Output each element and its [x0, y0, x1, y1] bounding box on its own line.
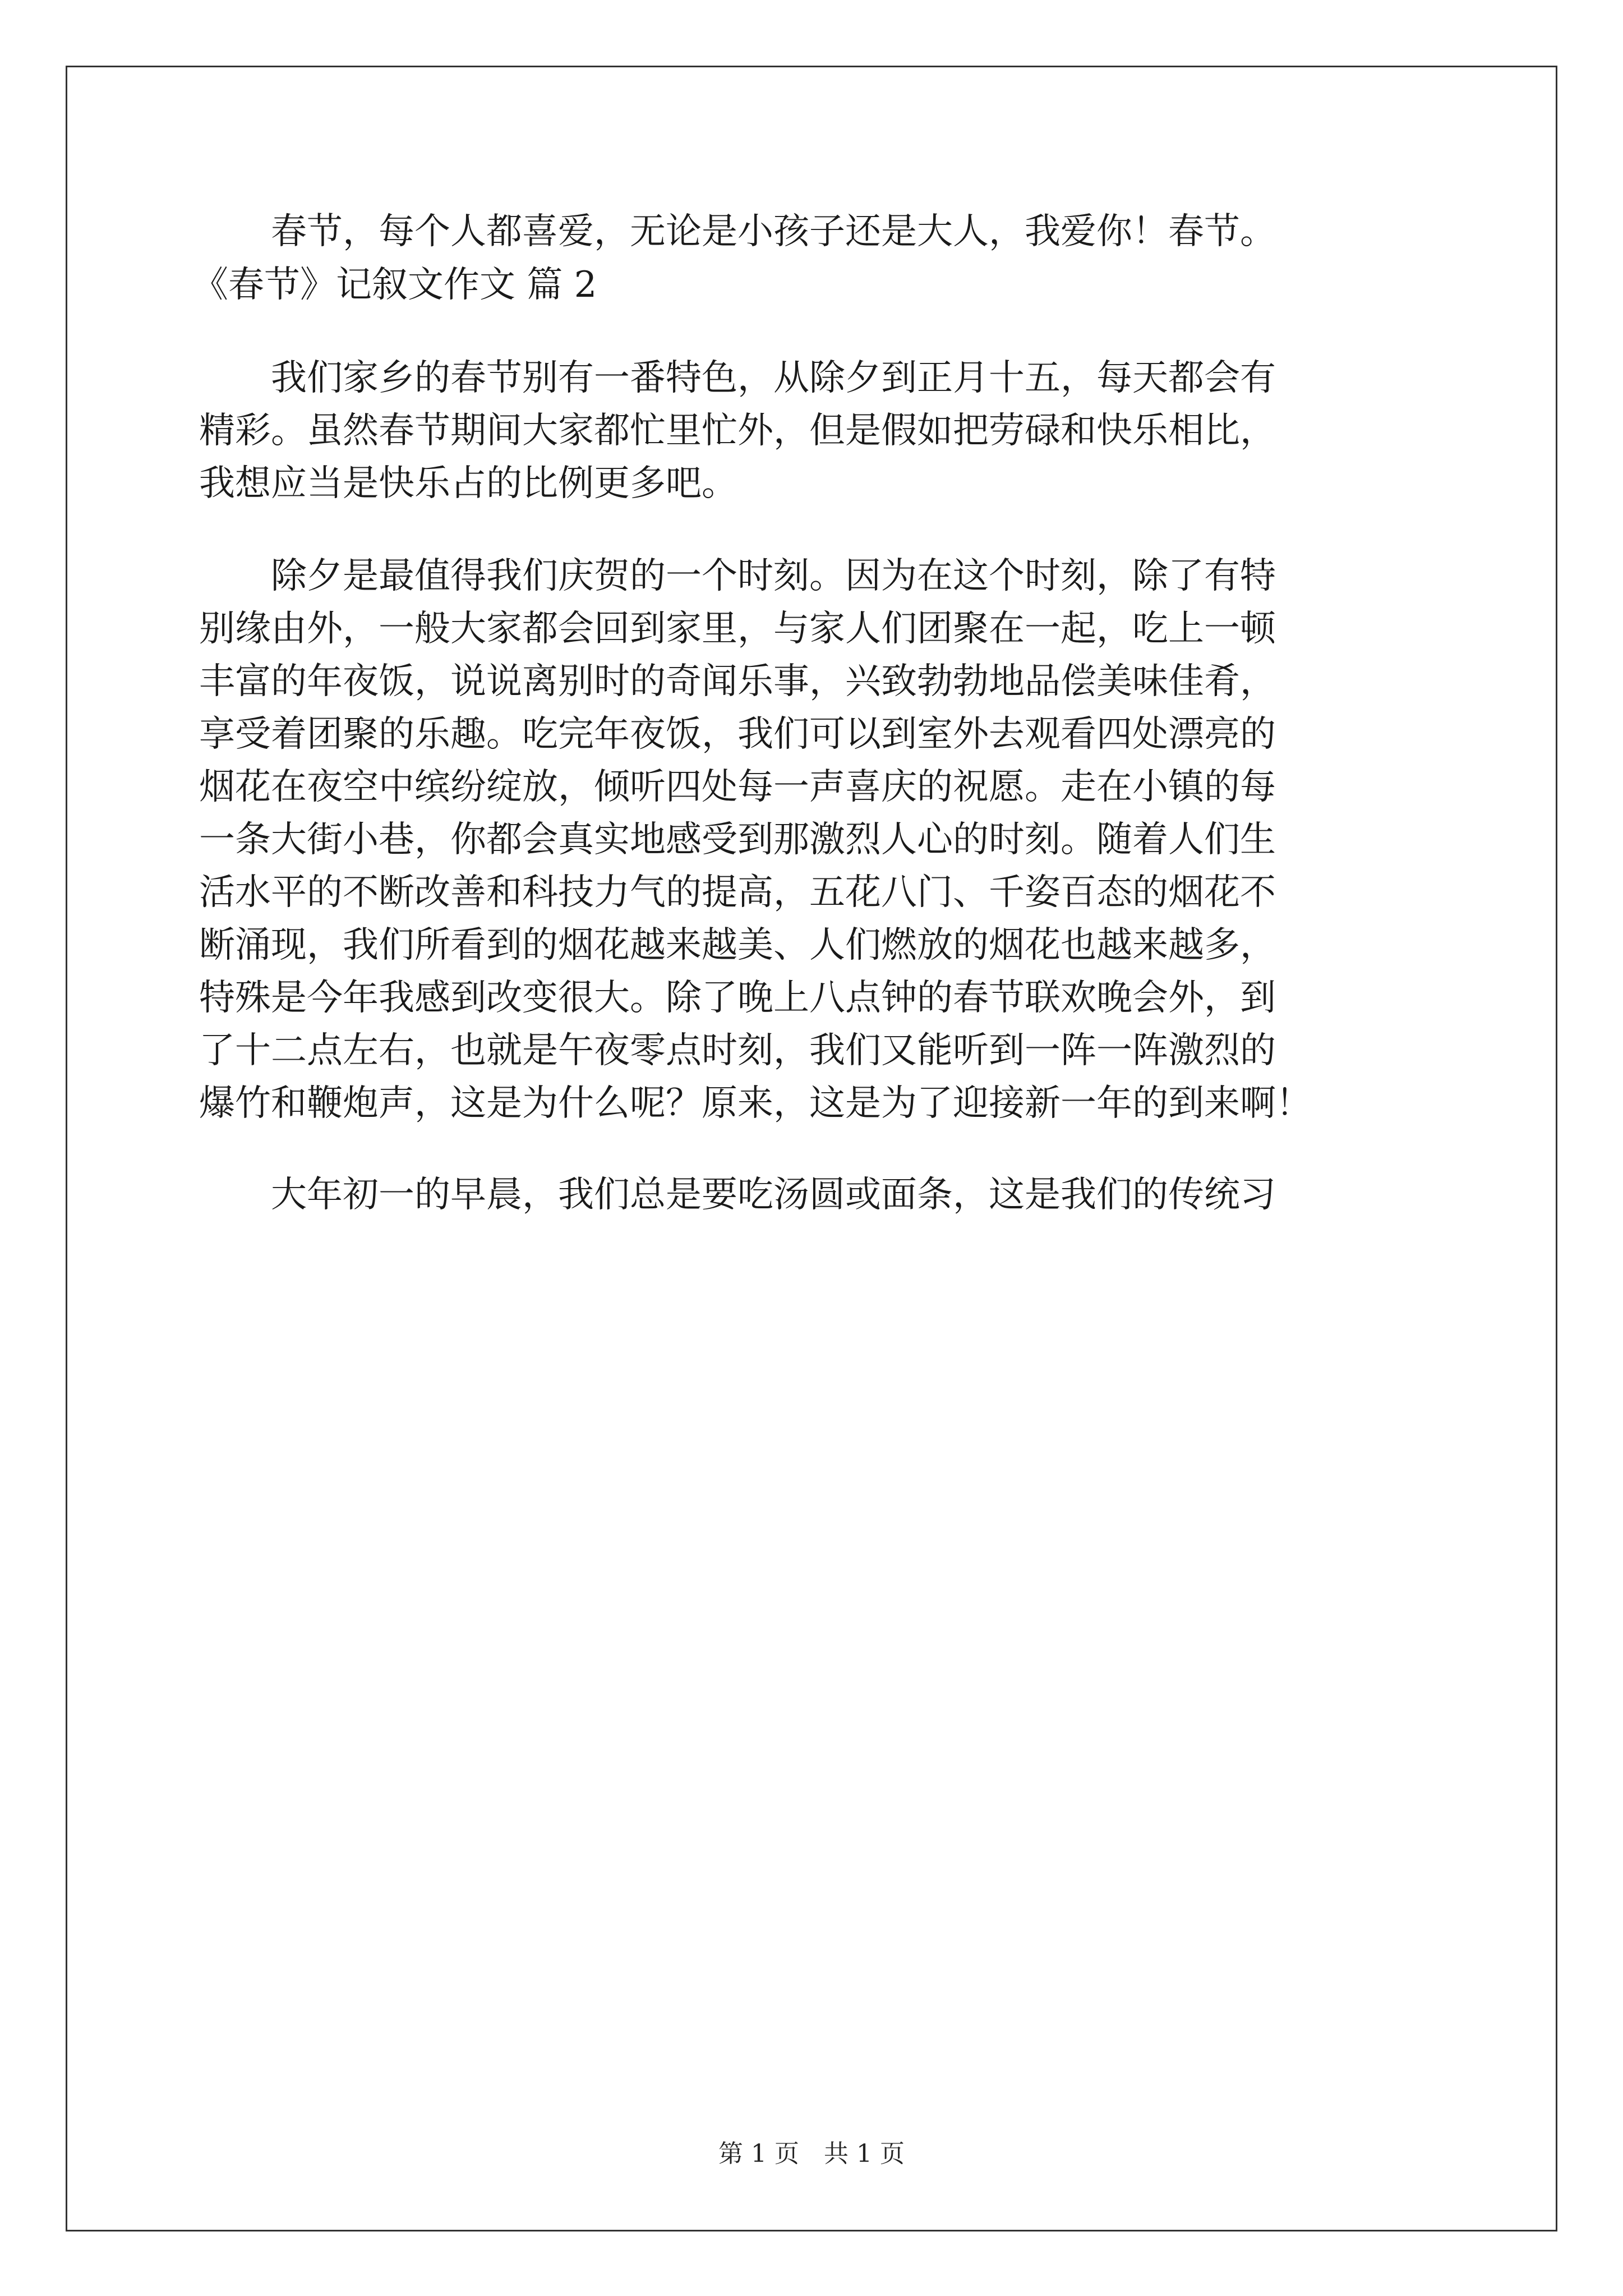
section-heading: 《春节》记叙文作文 篇 2 — [192, 264, 597, 306]
text-line: 别缘由外，一般大家都会回到家里，与家人们团聚在一起，吃上一顿 — [199, 608, 1276, 650]
text-line: 活水平的不断改善和科技力气的提高，五花八门、千姿百态的烟花不 — [199, 872, 1276, 913]
text-line: 我想应当是快乐占的比例更多吧。 — [199, 463, 737, 504]
text-line: 了十二点左右，也就是午夜零点时刻，我们又能听到一阵一阵激烈的 — [199, 1030, 1276, 1071]
text-line: 特殊是今年我感到改变很大。除了晚上八点钟的春节联欢晚会外，到 — [199, 977, 1276, 1019]
text-line: 享受着团聚的乐趣。吃完年夜饭，我们可以到室外去观看四处漂亮的 — [199, 714, 1276, 755]
text-line: 爆竹和鞭炮声，这是为什么呢？原来，这是为了迎接新一年的到来啊！ — [199, 1083, 1312, 1124]
text-line: 一条大街小巷，你都会真实地感受到那激烈人心的时刻。随着人们生 — [199, 819, 1276, 861]
text-line: 烟花在夜空中缤纷绽放，倾听四处每一声喜庆的祝愿。走在小镇的每 — [199, 766, 1276, 808]
text-line: 大年初一的早晨，我们总是要吃汤圆或面条，这是我们的传统习 — [199, 1174, 1276, 1216]
page-footer: 第 1 页 共 1 页 — [718, 2139, 905, 2168]
text-line: 丰富的年夜饭，说说离别时的奇闻乐事，兴致勃勃地品偿美味佳肴， — [199, 661, 1276, 702]
text-line: 断涌现，我们所看到的烟花越来越美、人们燃放的烟花也越来越多， — [199, 924, 1276, 966]
text-line: 精彩。虽然春节期间大家都忙里忙外，但是假如把劳碌和快乐相比， — [199, 410, 1276, 452]
text-line: 我们家乡的春节别有一番特色，从除夕到正月十五，每天都会有 — [199, 357, 1276, 399]
text-line: 春节，每个人都喜爱，无论是小孩子还是大人，我爱你！春节。 — [199, 211, 1276, 252]
text-line: 除夕是最值得我们庆贺的一个时刻。因为在这个时刻，除了有特 — [199, 555, 1276, 597]
